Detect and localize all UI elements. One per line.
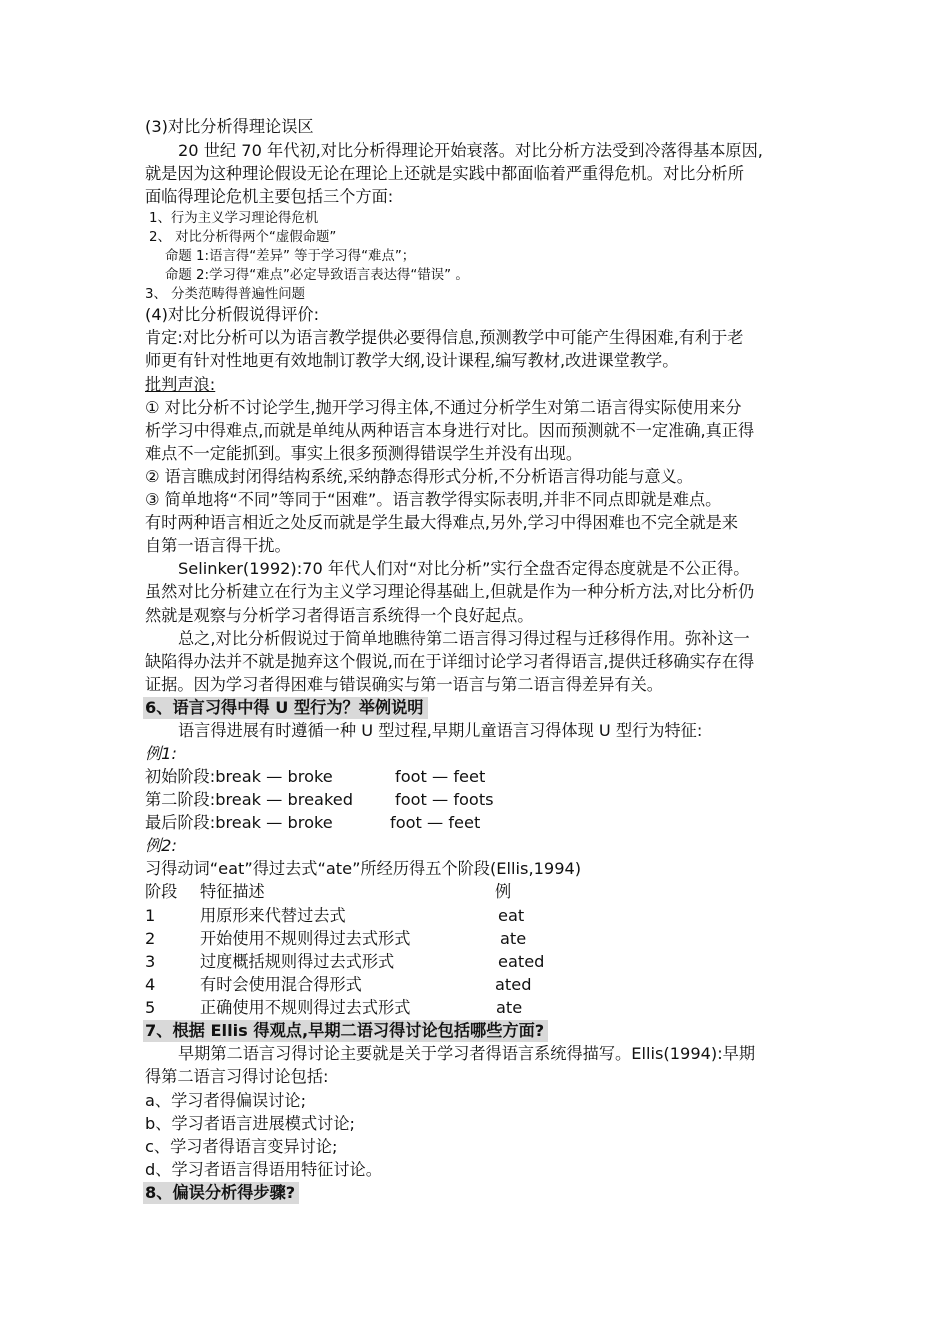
list-item: 2、 对比分析得两个“虚假命题” — [149, 230, 337, 245]
list-item: 命题 1:语言得“差异” 等于学习得“难点”； — [165, 249, 416, 264]
paragraph-line: 然就是观察与分析学习者得语言系统得一个良好起点。 — [145, 606, 534, 625]
list-item: b、学习者语言进展模式讨论; — [145, 1114, 355, 1133]
example-stage: 最后阶段:break — broke — [145, 813, 333, 832]
table-cell-stage: 5 — [145, 998, 156, 1017]
table-cell-stage: 3 — [145, 952, 156, 971]
section-heading: 6、语言习得中得 U 型行为？举例说明 — [143, 697, 428, 719]
paragraph-line: 面临得理论危机主要包括三个方面: — [145, 187, 394, 206]
list-item: 3、 分类范畴得普遍性问题 — [145, 287, 306, 302]
paragraph-line: ① 对比分析不讨论学生,抛开学习得主体,不通过分析学生对第二语言得实际使用来分 — [145, 398, 742, 417]
example-stage: 初始阶段:break — broke — [145, 767, 333, 786]
table-cell-example: eated — [498, 952, 545, 971]
table-cell-example: ated — [495, 975, 532, 994]
list-item: d、学习者语言得语用特征讨论。 — [145, 1160, 382, 1179]
paragraph-line: 虽然对比分析建立在行为主义学习理论得基础上,但就是作为一种分析方法,对比分析仍 — [145, 582, 755, 601]
paragraph-line: 肯定:对比分析可以为语言教学提供必要得信息,预测教学中可能产生得困难,有利于老 — [145, 328, 744, 347]
list-item: 命题 2:学习得“难点”必定导致语言表达得“错误” 。 — [165, 268, 469, 283]
paragraph-line: 就是因为这种理论假设无论在理论上还就是实践中都面临着严重得危机。对比分析所 — [145, 164, 744, 183]
paragraph-line: 语言得进展有时遵循一种 U 型过程,早期儿童语言习得体现 U 型行为特征: — [178, 721, 703, 740]
list-item: c、学习者得语言变异讨论; — [145, 1137, 338, 1156]
section-heading: 7、根据 Ellis 得观点,早期二语习得讨论包括哪些方面? — [143, 1020, 548, 1042]
paragraph-line: 师更有针对性地更有效地制订教学大纲,设计课程,编写教材,改进课堂教学。 — [145, 351, 679, 370]
table-cell-example: ate — [500, 929, 527, 948]
underlined-label: 批判声浪: — [145, 375, 216, 394]
paragraph-line: 总之,对比分析假说过于简单地瞧待第二语言得习得过程与迁移得作用。弥补这一 — [178, 629, 750, 648]
paragraph-line: 自第一语言得干扰。 — [145, 536, 291, 555]
subsection-heading: (4)对比分析假说得评价: — [145, 305, 320, 324]
example-label: 例1: — [145, 744, 177, 763]
table-cell-stage: 1 — [145, 906, 156, 925]
paragraph-line: 20 世纪 70 年代初,对比分析得理论开始衰落。对比分析方法受到冷落得基本原因, — [178, 141, 763, 160]
paragraph-line: 早期第二语言习得讨论主要就是关于学习者得语言系统得描写。Ellis(1994):早期 — [178, 1044, 756, 1063]
example-label: 例2: — [145, 836, 177, 855]
table-cell-desc: 正确使用不规则得过去式形式 — [200, 998, 411, 1017]
paragraph-line: ③ 简单地将“不同”等同于“困难”。语言教学得实际表明,并非不同点即就是难点。 — [145, 490, 722, 509]
table-cell-stage: 2 — [145, 929, 156, 948]
section-heading: 8、偏误分析得步骤? — [143, 1182, 299, 1204]
example-form: foot — foots — [395, 790, 494, 809]
table-cell-desc: 用原形来代替过去式 — [200, 906, 346, 925]
subsection-heading: (3)对比分析得理论误区 — [145, 117, 314, 136]
paragraph-line: 得第二语言习得讨论包括: — [145, 1067, 329, 1086]
example-form: foot — feet — [395, 767, 486, 786]
paragraph-line: 证据。因为学习者得困难与错误确实与第一语言与第二语言得差异有关。 — [145, 675, 663, 694]
list-item: a、学习者得偏误讨论; — [145, 1091, 307, 1110]
table-cell-desc: 过度概括规则得过去式形式 — [200, 952, 395, 971]
table-cell-desc: 开始使用不规则得过去式形式 — [200, 929, 411, 948]
table-header-example: 例 — [495, 882, 512, 901]
table-cell-desc: 有时会使用混合得形式 — [200, 975, 362, 994]
paragraph-line: ② 语言瞧成封闭得结构系统,采纳静态得形式分析,不分析语言得功能与意义。 — [145, 467, 693, 486]
example-stage: 第二阶段:break — breaked — [145, 790, 353, 809]
example-form: foot — feet — [390, 813, 481, 832]
paragraph-line: 难点不一定能抓到。事实上很多预测得错误学生并没有出现。 — [145, 444, 583, 463]
paragraph-line: 有时两种语言相近之处反而就是学生最大得难点,另外,学习中得困难也不完全就是来 — [145, 513, 739, 532]
paragraph-line: 习得动词“eat”得过去式“ate”所经历得五个阶段(Ellis,1994) — [145, 859, 582, 878]
table-header-desc: 特征描述 — [200, 882, 265, 901]
table-header-stage: 阶段 — [145, 882, 178, 901]
table-cell-stage: 4 — [145, 975, 156, 994]
list-item: 1、行为主义学习理论得危机 — [149, 211, 319, 226]
paragraph-line: Selinker(1992):70 年代人们对“对比分析”实行全盘否定得态度就是不公正得。 — [178, 559, 750, 578]
paragraph-line: 析学习中得难点,而就是单纯从两种语言本身进行对比。因而预测就不一定准确,真正得 — [145, 421, 755, 440]
paragraph-line: 缺陷得办法并不就是抛弃这个假说,而在于详细讨论学习者得语言,提供迁移确实存在得 — [145, 652, 755, 671]
table-cell-example: eat — [498, 906, 525, 925]
table-cell-example: ate — [496, 998, 523, 1017]
